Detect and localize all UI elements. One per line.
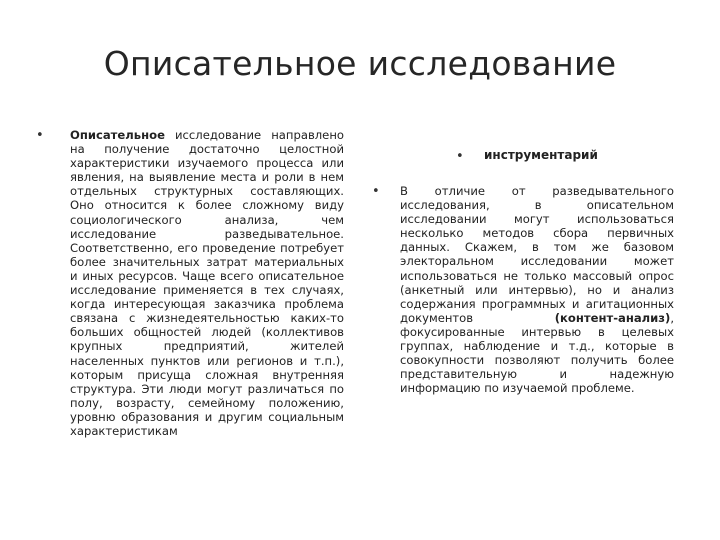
right-paragraph-tail: , фокусированные интервью в целевых группах, наблюдение и т.д., которые в совокупности позволяют получить более представительную и надежную информацию по изучаемой проблеме.: [400, 310, 674, 396]
left-paragraph-lead: Описательное: [70, 128, 165, 142]
page-title: Описательное исследование: [103, 44, 617, 83]
left-paragraph: [70, 128, 344, 438]
right-bullet: •: [372, 184, 380, 199]
instrument-heading: инструментарий: [484, 148, 598, 162]
right-paragraph: [400, 184, 674, 395]
content-analysis-term: (контент-анализ): [554, 310, 671, 325]
right-paragraph-text: В отличие от разведывательного исследования, в описательном исследовании могут использоваться несколько методов сбора первичных данных. Скажем, в том же базовом электоральном исследовании может использоваться не только массовый опрос (анкетный или интервью), но и анализ содержания программных и агитационных документов: [400, 184, 674, 325]
left-bullet: •: [36, 128, 44, 143]
heading-bullet: •: [456, 149, 464, 164]
left-paragraph-text: исследование направлено на получение достаточно целостной характеристики изучаемого процесса или явления, на выявление места и роли в нем отдельных структурных составляющих. Оно относится к более сложному виду социологического анализа, чем исследование разведывательное. Соответственно, его проведение потребует более значительных затрат материальных и иных ресурсов. Чаще всего описательное исследование применяется в тех случаях, когда интересующая заказчика проблема связана с жизнедеятельностью каких-то больших общностей людей (коллективов крупных предприятий, жителей населенных пунктов или регионов и т.п.), которым присуща сложная внутренняя структура. Эти люди могут различаться по полу, возрасту, семейному положению, уровню образования и другим социальным характеристикам: [70, 128, 344, 438]
